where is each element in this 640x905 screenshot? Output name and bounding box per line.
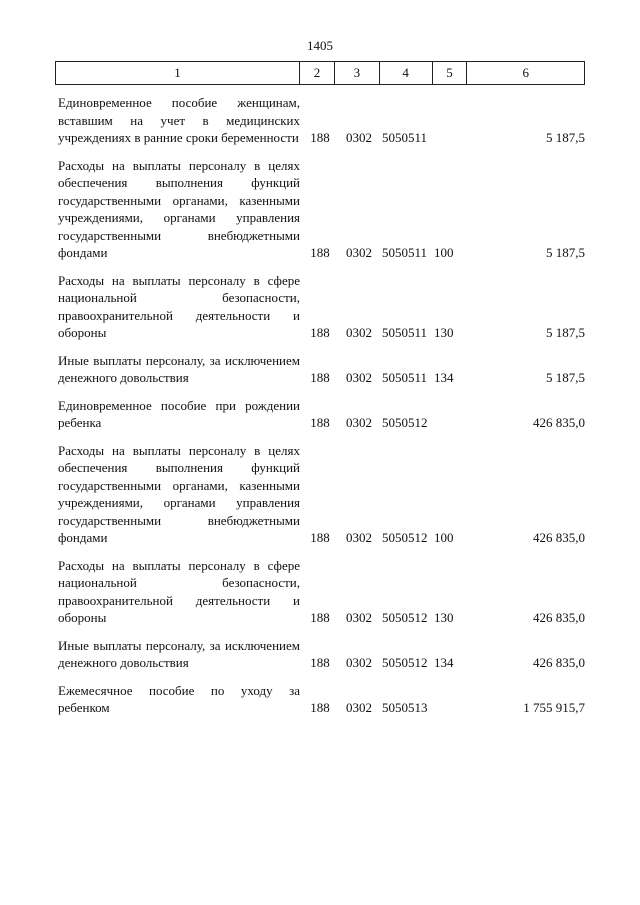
header-cell-2: 2 [300, 62, 335, 84]
row-code-admin: 188 [310, 530, 330, 545]
row-name: Расходы на выплаты персоналу в целях обеспечения выполнения функций государственными органами, казенными учреждениями, органами управления государственными внебюджетными фондами [58, 157, 300, 260]
row-name: Расходы на выплаты персоналу в сфере национальной безопасности, правоохранительной деятельности и обороны [58, 272, 300, 340]
row-name: Единовременное пособие при рождении ребенка [58, 397, 300, 430]
row-section-code: 0302 [346, 370, 372, 385]
row-code-admin: 188 [310, 245, 330, 260]
row-code-admin: 188 [310, 415, 330, 430]
table-row [55, 272, 585, 342]
row-name: Ежемесячное пособие по уходу за ребенком [58, 682, 300, 715]
row-code-admin: 188 [310, 130, 330, 145]
row-amount: 5 187,5 [546, 370, 585, 385]
row-target-code: 5050511 [382, 245, 428, 260]
row-name: Расходы на выплаты персоналу в сфере национальной безопасности, правоохранительной деятельности и обороны [58, 557, 300, 625]
row-code-admin: 188 [310, 655, 330, 670]
row-section-code: 0302 [346, 325, 372, 340]
table-row [55, 442, 585, 547]
table-row [55, 352, 585, 387]
row-amount: 5 187,5 [546, 245, 585, 260]
row-expense-type: 130 [434, 610, 454, 625]
row-section-code: 0302 [346, 610, 372, 625]
row-expense-type: 134 [434, 370, 454, 385]
table-header [55, 61, 585, 85]
row-amount: 5 187,5 [546, 325, 585, 340]
row-amount: 1 755 915,7 [523, 700, 585, 715]
row-section-code: 0302 [346, 700, 372, 715]
row-target-code: 5050512 [382, 655, 428, 670]
row-code-admin: 188 [310, 610, 330, 625]
row-amount: 426 835,0 [533, 415, 585, 430]
row-name: Расходы на выплаты персоналу в целях обеспечения выполнения функций государственными органами, казенными учреждениями, органами управления государственными внебюджетными фондами [58, 442, 300, 545]
page-number: 1405 [307, 38, 333, 53]
table-body [55, 94, 585, 727]
row-target-code: 5050511 [382, 325, 428, 340]
table-row [55, 637, 585, 672]
row-expense-type: 134 [434, 655, 454, 670]
row-target-code: 5050512 [382, 610, 428, 625]
table-row [55, 397, 585, 432]
row-name: Иные выплаты персоналу, за исключением денежного довольствия [58, 637, 300, 670]
header-cell-3: 3 [335, 62, 380, 84]
row-expense-type: 130 [434, 325, 454, 340]
row-amount: 426 835,0 [533, 610, 585, 625]
row-target-code: 5050513 [382, 700, 428, 715]
row-target-code: 5050512 [382, 415, 428, 430]
row-section-code: 0302 [346, 130, 372, 145]
row-amount: 426 835,0 [533, 530, 585, 545]
row-name: Единовременное пособие женщинам, вставшим на учет в медицинских учреждениях в ранние сроки беременности [58, 95, 300, 145]
row-target-code: 5050511 [382, 130, 428, 145]
table-row [55, 682, 585, 717]
row-section-code: 0302 [346, 415, 372, 430]
row-target-code: 5050511 [382, 370, 428, 385]
row-section-code: 0302 [346, 655, 372, 670]
row-expense-type: 100 [434, 530, 454, 545]
table-row [55, 94, 585, 147]
row-section-code: 0302 [346, 245, 372, 260]
row-code-admin: 188 [310, 325, 330, 340]
row-amount: 5 187,5 [546, 130, 585, 145]
row-code-admin: 188 [310, 370, 330, 385]
row-section-code: 0302 [346, 530, 372, 545]
row-amount: 426 835,0 [533, 655, 585, 670]
table-row [55, 157, 585, 262]
row-name: Иные выплаты персоналу, за исключением денежного довольствия [58, 352, 300, 385]
row-expense-type: 100 [434, 245, 454, 260]
header-cell-4: 4 [380, 62, 433, 84]
table-row [55, 557, 585, 627]
header-cell-5: 5 [433, 62, 468, 84]
row-target-code: 5050512 [382, 530, 428, 545]
row-code-admin: 188 [310, 700, 330, 715]
header-cell-6: 6 [522, 65, 529, 80]
header-cell-1: 1 [56, 62, 300, 84]
